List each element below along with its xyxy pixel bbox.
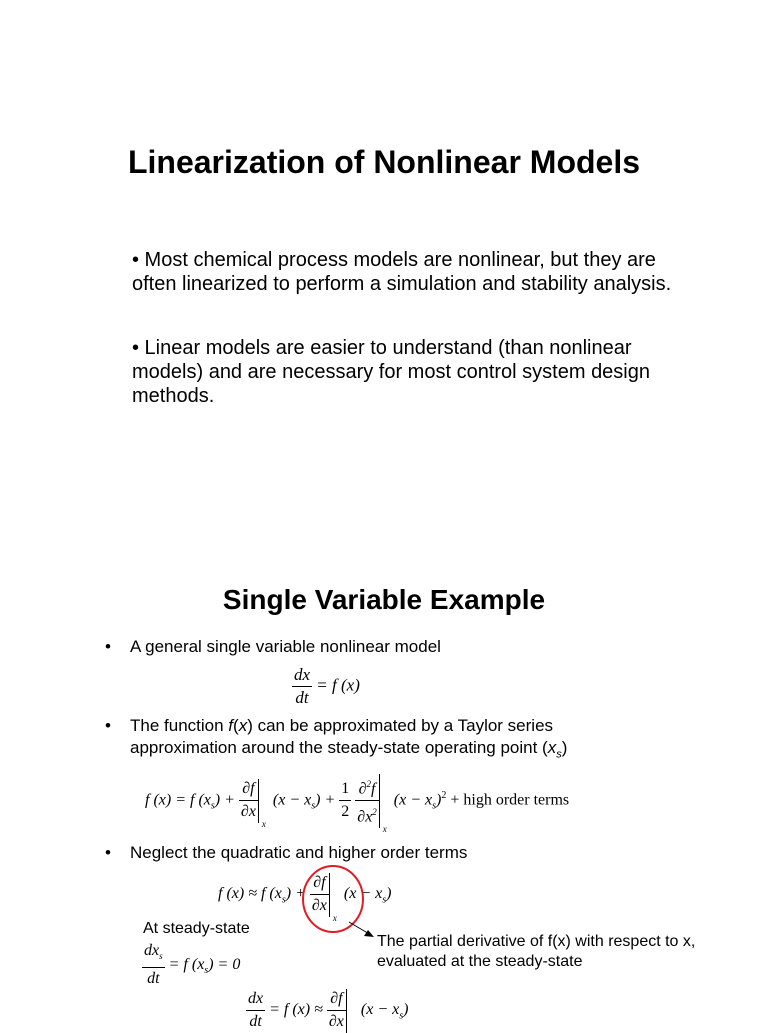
- equation-rhs: = f (x): [316, 675, 360, 695]
- bullet-text: Neglect the quadratic and higher order terms: [130, 843, 468, 862]
- bullet-xs-sub: s: [556, 748, 562, 761]
- eq-term: (x − x: [360, 1001, 400, 1019]
- equation-steady-state: [142, 940, 240, 990]
- eq-term2: (x − x: [393, 791, 433, 809]
- fraction-denominator: ∂x: [328, 1013, 344, 1030]
- subscript: s: [159, 951, 163, 962]
- slide-title-linearization: Linearization of Nonlinear Models: [127, 144, 641, 180]
- eq-sub: s: [311, 800, 316, 812]
- evaluation-bar: [346, 989, 357, 1033]
- eq-term1: (x − x: [272, 791, 312, 809]
- eval-subscript: x: [261, 818, 266, 829]
- eval-subscript: x: [382, 823, 387, 834]
- eq-lhs: f (x) ≈ f (x: [218, 885, 282, 903]
- annotation-line-2: evaluated at the steady-state: [377, 953, 583, 970]
- partial-x: ∂x: [357, 808, 373, 826]
- fraction-numerator: dx: [246, 988, 265, 1011]
- first-derivative-fraction: [327, 988, 346, 1033]
- derivative-fraction: [142, 940, 165, 990]
- derivative-fraction: [246, 988, 265, 1033]
- eq-sub: s: [382, 894, 387, 906]
- eq-sub: s: [281, 894, 286, 906]
- eq-term: (x − x: [343, 885, 383, 903]
- dx-text: dx: [144, 942, 160, 959]
- bullet-text-d: approximation around the steady-state operating point (: [130, 738, 548, 757]
- slide-title-single-variable: Single Variable Example: [222, 584, 546, 615]
- eq-sub: s: [432, 800, 437, 812]
- eq-power: 2: [441, 790, 447, 802]
- superscript: 2: [366, 779, 372, 789]
- annotation-arrow-head: [364, 930, 374, 937]
- partial-derivative-annotation: [377, 932, 695, 972]
- bullet-text-c: ) can be approximated by a Taylor series: [247, 716, 554, 735]
- fraction-numerator: ∂f: [327, 988, 346, 1011]
- fraction-denominator: dt: [249, 1013, 262, 1030]
- eq-lhs: f (x) = f (x: [145, 791, 211, 809]
- fraction-numerator: ∂f: [310, 872, 329, 895]
- eq-term2-close: ): [436, 791, 442, 809]
- fraction-denominator: dt: [295, 688, 309, 707]
- eq-rhs: = f (x: [168, 955, 205, 973]
- bullet-marker: •: [105, 716, 111, 735]
- fraction-numerator: [142, 940, 165, 968]
- highlight-circle: [303, 866, 363, 932]
- superscript: 2: [372, 807, 377, 818]
- bullet-text: A general single variable nonlinear model: [130, 637, 441, 656]
- high-order-terms: + high order terms: [450, 791, 570, 809]
- eq-sub: s: [204, 964, 209, 976]
- bullet-marker: •: [105, 637, 111, 656]
- fraction-denominator: ∂x: [311, 897, 327, 914]
- bullet-fx-x: x: [238, 716, 248, 735]
- partial-symbol: ∂: [358, 780, 367, 798]
- bullet-text-b: (: [233, 716, 239, 735]
- eq-sub: s: [210, 800, 215, 812]
- function-f: f: [371, 780, 376, 798]
- fraction-denominator: ∂x: [240, 803, 256, 821]
- eq-sub: s: [399, 1010, 404, 1022]
- eq-term1-close: ) +: [315, 791, 336, 809]
- fraction-numerator: dx: [292, 664, 312, 687]
- bullet-marker: •: [105, 843, 111, 862]
- eq-plus: ) +: [285, 885, 306, 903]
- bullet-linear-models: • Linear models are easier to understand (than nonlinear models) and are necessary for most control system design methods.: [132, 337, 650, 407]
- eq-close: ): [386, 885, 392, 903]
- bullet-xs: x: [547, 738, 557, 757]
- bullet-text-a: The function: [130, 716, 229, 735]
- bullet-text-e: ): [561, 738, 568, 757]
- steady-state-label: At steady-state: [143, 920, 250, 937]
- equation-linearized-model: [246, 988, 408, 1033]
- fraction-numerator: 1: [339, 778, 351, 801]
- eval-subscript: x: [332, 912, 337, 923]
- annotation-line-1: The partial derivative of f(x) with respect to x,: [377, 933, 696, 950]
- bullet-fx-f: f: [228, 716, 234, 735]
- eq-rhs: = f (x) ≈: [269, 1001, 323, 1019]
- eq-plus: ) +: [214, 791, 235, 809]
- eq-close: ): [403, 1001, 409, 1019]
- eq-rhs-close: ) = 0: [208, 955, 241, 973]
- fraction-denominator: 2: [341, 803, 350, 821]
- fraction-numerator: ∂f: [239, 778, 258, 801]
- bullet-nonlinear-models: • Most chemical process models are nonlinear, but they are often linearized to perform a simulation and stability analysis.: [132, 249, 672, 295]
- fraction-denominator: dt: [147, 970, 160, 988]
